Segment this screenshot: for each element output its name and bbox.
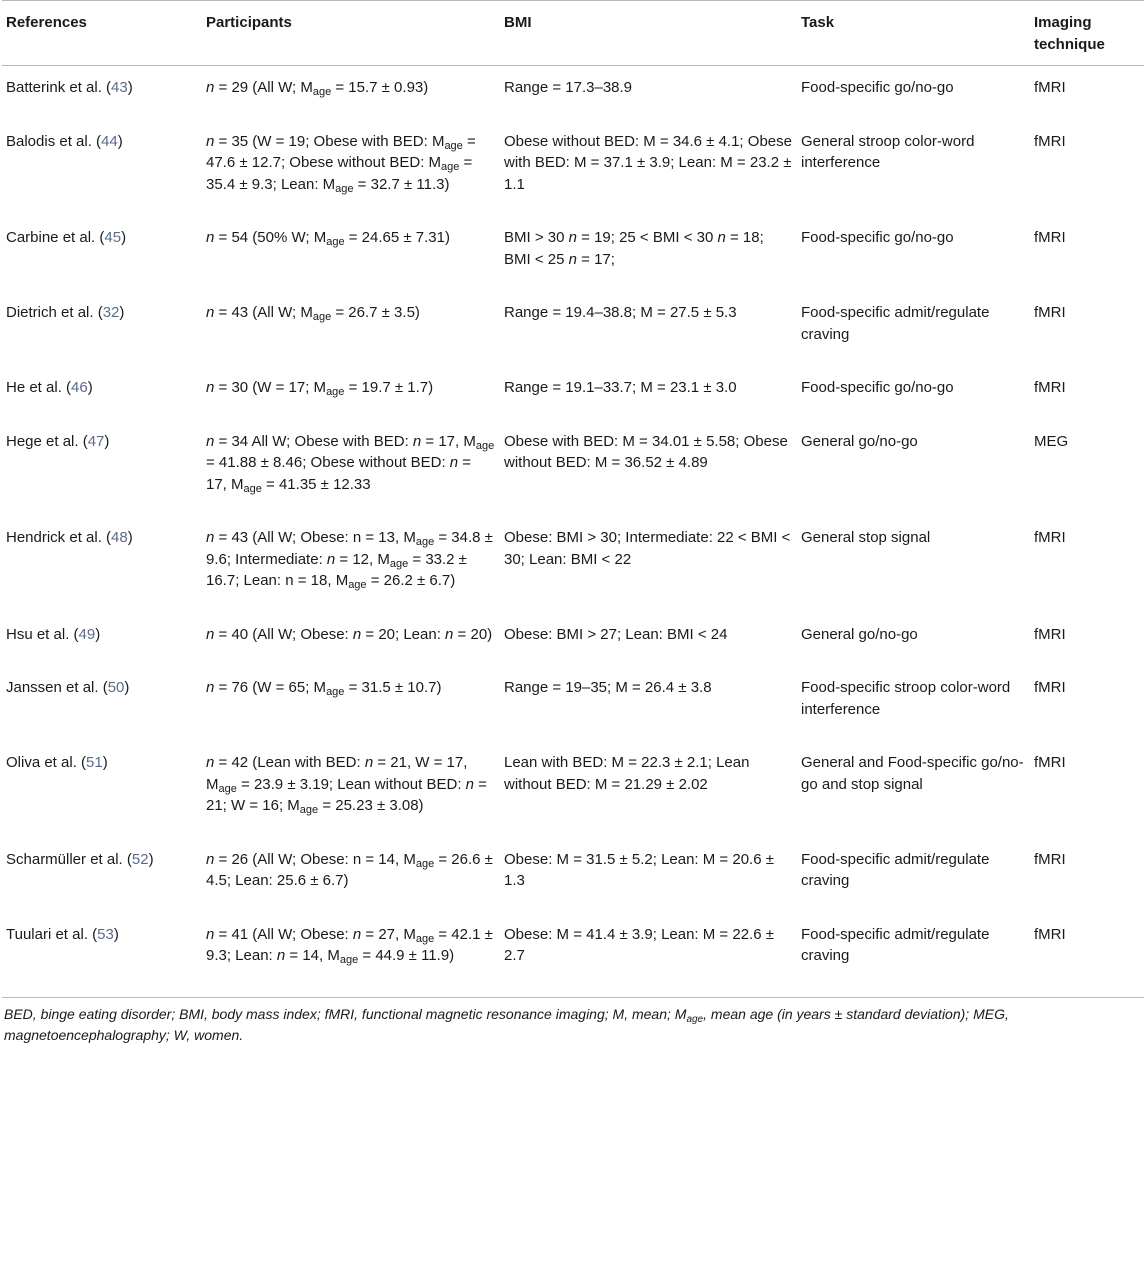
reference-number-link[interactable]: 44 [101,132,118,150]
cell-imaging-technique: fMRI [1034,754,1066,771]
reference-close-paren: ) [104,432,110,450]
reference-close-paren: ) [148,850,154,868]
cell-bmi: Range = 17.3–38.9 [504,79,633,96]
cell-imaging-technique: fMRI [1034,679,1066,696]
cell-imaging-technique: fMRI [1034,529,1066,546]
header-bmi: BMI [504,14,532,31]
cell-imaging-technique: MEG [1034,432,1069,450]
table-row [2,420,1144,517]
reference-author: Tuulari et al. ( [6,925,98,943]
cell-bmi: Obese: M = 31.5 ± 5.2; Lean: M = 20.6 ± 1.3 [504,850,774,889]
cell-participants: n = 76 (W = 65; $M_{age} = 31.5 \pm 10.7$) [206,679,442,698]
cell-imaging-technique: fMRI [1034,304,1066,321]
reference-author: Hendrick et al. ( [6,529,112,546]
table-row [2,741,1144,838]
cell-reference [2,613,202,667]
cell-bmi: Obese: BMI > 27; Lean: BMI < 24 [504,625,728,643]
table-row [2,120,1144,217]
cell-participants: n = 35 (W = 19; Obese with BED: $M_{age} = 47.6 \pm 12.7$; Obese without BED: $M_{age} = 35.4 \pm 9.3$; Lean: $M_{age} = 32.7 \pm 11.3$) [206,132,476,195]
reference-number-link[interactable]: 53 [97,925,114,943]
table-row [2,613,1144,667]
reference-close-paren: ) [127,529,133,546]
table-footnote: BED, binge eating disorder; BMI, body mass index; fMRI, functional magnetic resonance imaging; M, mean; $M_{age}$, mean age (in years ± standard deviation); MEG, magnetoencephalography; W, women. [4,1005,1009,1043]
cell-task: Food-specific admit/regulate craving [801,850,990,889]
cell-reference [2,66,202,120]
cell-participants: n = 26 (All W; Obese: n = 14, $M_{age} = 26.6 \pm 4.5$; Lean: 25.6 ± 6.7) [206,850,493,889]
table-row [2,291,1144,366]
reference-author: Carbine et al. ( [6,229,105,246]
table-row [2,366,1144,420]
table-header [2,1,1144,66]
table-row [2,66,1144,120]
cell-participants: n = 30 (W = 17; $M_{age} = 19.7 \pm 1.7$) [206,379,434,398]
header-references: References [6,14,87,31]
reference-number-link[interactable]: 51 [86,754,103,771]
cell-task: Food-specific go/no-go [801,79,954,96]
cell-bmi: Obese with BED: M = 34.01 ± 5.58; Obese without BED: M = 36.52 ± 4.89 [504,432,788,471]
cell-bmi: Obese without BED: M = 34.6 ± 4.1; Obese with BED: M = 37.1 ± 3.9; Lean: M = 23.2 ± 1.1 [504,132,792,193]
reference-close-paren: ) [119,304,125,321]
cell-task: Food-specific go/no-go [801,229,954,246]
header-imaging-technique: Imaging technique [1034,14,1105,53]
cell-participants: n = 29 (All W; $M_{age} = 15.7 \pm 0.93$) [206,79,429,98]
cell-reference [2,420,202,517]
cell-imaging-technique: fMRI [1034,79,1066,96]
table-row [2,913,1144,998]
cell-bmi: Range = 19.1–33.7; M = 23.1 ± 3.0 [504,379,737,396]
reference-author: Hsu et al. ( [6,625,79,643]
reference-close-paren: ) [102,754,108,771]
cell-task: Food-specific admit/regulate craving [801,925,990,964]
header-participants: Participants [206,14,292,31]
cell-task: Food-specific admit/regulate craving [801,304,990,343]
cell-task: Food-specific stroop color-word interference [801,679,1011,718]
cell-reference [2,666,202,741]
cell-reference [2,291,202,366]
reference-close-paren: ) [127,79,133,96]
cell-bmi: Range = 19–35; M = 26.4 ± 3.8 [504,679,712,696]
reference-author: Scharmüller et al. ( [6,850,132,868]
reference-author: He et al. ( [6,379,72,396]
reference-close-paren: ) [113,925,119,943]
reference-author: Balodis et al. ( [6,132,102,150]
cell-reference [2,216,202,291]
reference-close-paren: ) [95,625,101,643]
reference-number-link[interactable]: 43 [111,79,128,96]
table-row [2,666,1144,741]
cell-bmi: Obese: M = 41.4 ± 3.9; Lean: M = 22.6 ± 2.7 [504,925,774,964]
reference-author: Hege et al. ( [6,432,88,450]
reference-number-link[interactable]: 49 [78,625,96,643]
reference-number-link[interactable]: 47 [87,432,105,450]
cell-reference [2,366,202,420]
cell-reference [2,516,202,613]
cell-task: General go/no-go [801,432,918,450]
cell-task: General stroop color-word interference [801,132,975,171]
cell-participants: n = 41 (All W; Obese: n = 27, $M_{age} = 42.1 \pm 9.3$; Lean: n = 14, $M_{age} = 44.9 \pm 11.9$) [206,925,493,966]
reference-number-link[interactable]: 50 [107,679,125,696]
cell-participants: n = 42 (Lean with BED: n = 21, W = 17, $M_{age} = 23.9 \pm 3.19$; Lean without BED: n = 21; W = 16; $M_{age} = 25.23 \pm 3.08$) [206,754,487,816]
cell-bmi: BMI > 30 n = 19; 25 < BMI < 30 n = 18; BMI < 25 n = 17; [504,229,764,268]
reference-close-paren: ) [117,132,123,150]
reference-author: Batterink et al. ( [6,79,112,96]
reference-author: Dietrich et al. ( [6,304,103,321]
cell-bmi: Lean with BED: M = 22.3 ± 2.1; Lean without BED: M = 21.29 ± 2.02 [504,754,750,793]
table-row [2,516,1144,613]
cell-participants: n = 43 (All W; Obese: n = 13, $M_{age} = 34.8 \pm 9.6$; Intermediate: n = 12, $M_{age} = 33.2 \pm 16.7$; Lean: n = 18, $M_{age} = 26.2 \pm 6.7$) [206,529,493,591]
table-body [2,66,1144,998]
reference-number-link[interactable]: 46 [71,379,88,396]
table-row [2,216,1144,291]
cell-reference [2,913,202,998]
studies-table [2,0,1144,998]
cell-imaging-technique: fMRI [1034,229,1066,246]
header-row [2,1,1144,66]
cell-imaging-technique: fMRI [1034,925,1066,943]
cell-imaging-technique: fMRI [1034,850,1066,868]
cell-participants: n = 43 (All W; $M_{age} = 26.7 \pm 3.5$) [206,304,420,323]
cell-imaging-technique: fMRI [1034,379,1066,396]
reference-number-link[interactable]: 45 [104,229,122,246]
cell-reference [2,120,202,217]
reference-close-paren: ) [124,679,130,696]
cell-task: General go/no-go [801,625,918,643]
cell-imaging-technique: fMRI [1034,132,1066,150]
cell-bmi: Obese: BMI > 30; Intermediate: 22 < BMI < 30; Lean: BMI < 22 [504,529,791,568]
cell-participants: n = 40 (All W; Obese: n = 20; Lean: n = 20) [206,625,493,643]
cell-reference [2,838,202,913]
reference-author: Janssen et al. ( [6,679,108,696]
header-task: Task [801,14,835,31]
reference-number-link[interactable]: 52 [131,850,149,868]
reference-close-paren: ) [87,379,93,396]
reference-number-link[interactable]: 32 [102,304,120,321]
cell-bmi: Range = 19.4–38.8; M = 27.5 ± 5.3 [504,304,737,321]
reference-number-link[interactable]: 48 [111,529,128,546]
cell-participants: n = 34 All W; Obese with BED: n = 17, $M_{age} = 41.88 \pm 8.46$; Obese without BED: n = 17, $M_{age} = 41.35 \pm 12.33$ [206,432,495,495]
cell-imaging-technique: fMRI [1034,625,1066,643]
table-row [2,838,1144,913]
reference-close-paren: ) [121,229,127,246]
cell-task: Food-specific go/no-go [801,379,954,396]
cell-participants: n = 54 (50% W; $M_{age} = 24.65 \pm 7.31$) [206,229,450,248]
cell-reference [2,741,202,838]
reference-author: Oliva et al. ( [6,754,87,771]
cell-task: General and Food-specific go/no-go and stop signal [801,754,1024,793]
cell-task: General stop signal [801,529,931,546]
